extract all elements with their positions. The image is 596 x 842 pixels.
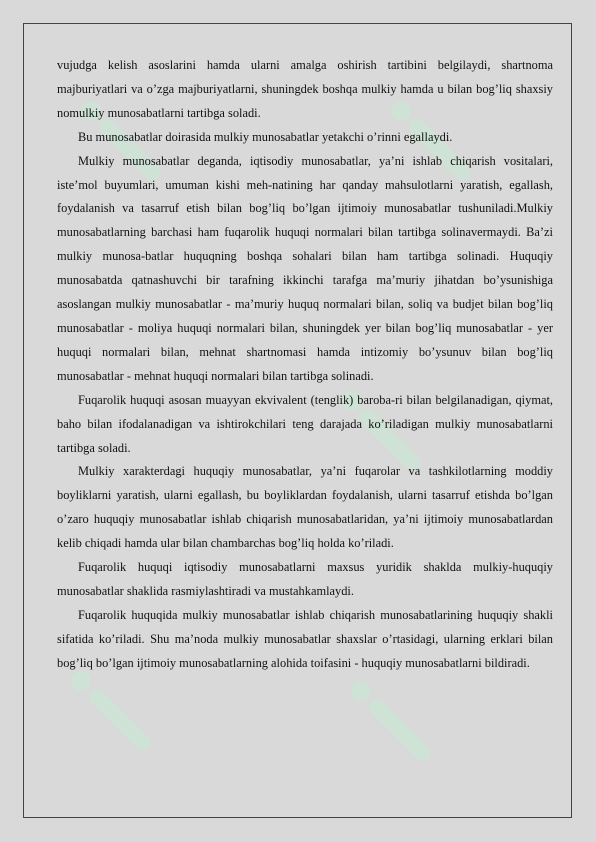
paragraph: Fuqarolik huquqi asosan muayyan ekvivalent (tenglik) baroba-ri bilan belgilanadigan, qiymat, baho bilan ifodalanadigan va ishtirokchilari teng darajada ko’riladigan mulkiy munosabatlarni tartibga soladi. bbox=[57, 392, 553, 455]
paragraph: Bu munosabatlar doirasida mulkiy munosabatlar yetakchi o’rinni egallaydi. bbox=[78, 129, 453, 144]
paragraph: Mulkiy xarakterdagi huquqiy munosabatlar, ya’ni fuqarolar va tashkilotlarning moddiy boyliklarni yaratish, ularni egallash, bu boyliklardan foydalanish, ularni tasarruf etishda bo’lgan o’zaro huquqiy munosabatlar ishlab chiqarish munosabatlaridan, ya’ni ijtimoiy munosabatlardan kelib chiqadi hamda ular bilan chambarchas bog’liq holda ko’riladi. bbox=[57, 464, 553, 551]
paragraph: Fuqarolik huquqi iqtisodiy munosabatlarni maxsus yuridik shaklda mulkiy-huquqiy munosabatlar shaklida rasmiylashtiradi va mustahkamlaydi. bbox=[57, 560, 553, 598]
paragraph: vujudga kelish asoslarini hamda ularni amalga oshirish tartibini belgilaydi, shartnoma majburiyatlari va o’zga majburiyatlarni, shuningdek boshqa mulkiy hamda u bilan bog’liq shaxsiy nomulkiy munosabatlarni tartibga soladi. bbox=[57, 58, 553, 120]
document-body bbox=[57, 54, 553, 676]
paragraph: Mulkiy munosabatlar deganda, iqtisodiy munosabatlar, ya’ni ishlab chiqarish vositalari, iste’mol buyumlari, umuman kishi meh-natining har qanday mahsulotlarni yaratish, egallash, foydalanish va tasarruf etish bilan bog’liq bo’lgan ijtimoiy munosabatlar tushuniladi.Mulkiy munosabatlarning barchasi ham fuqarolik huquqi normalari bilan tartibga solinavermaydi. Ba’zi mulkiy munosa-batlar huquqning boshqa sohalari bilan ham tartibga solinadi. Huquqiy munosabatda qatnashuvchi bir tarafning ikkinchi tarafga ma’muriy jihatdan bo’ysunishiga asoslangan mulkiy munosabatlar - ma’muriy huquq normalari bilan, soliq va budjet bilan bog’liq munosabatlar - moliya huquqi normalari bilan, shuningdek yer bilan bog’liq munosabatlar - yer huquqi normalari bilan, mehnat shartnomasi hamda intizomiy bo’ysunuv bilan bog’liq munosabatlar - mehnat huquqi normalari bilan tartibga solinadi. bbox=[57, 153, 553, 383]
paragraph: Fuqarolik huquqida mulkiy munosabatlar ishlab chiqarish munosabatlarining huquqiy shakli sifatida ko’riladi. Shu ma’noda mulkiy munosabatlar shaxslar o’rtasidagi, ularning erklari bilan bog’liq bo’lgan ijtimoiy munosabatlarning alohida toifasini - huquqiy munosabatlarni bildiradi. bbox=[57, 607, 553, 670]
